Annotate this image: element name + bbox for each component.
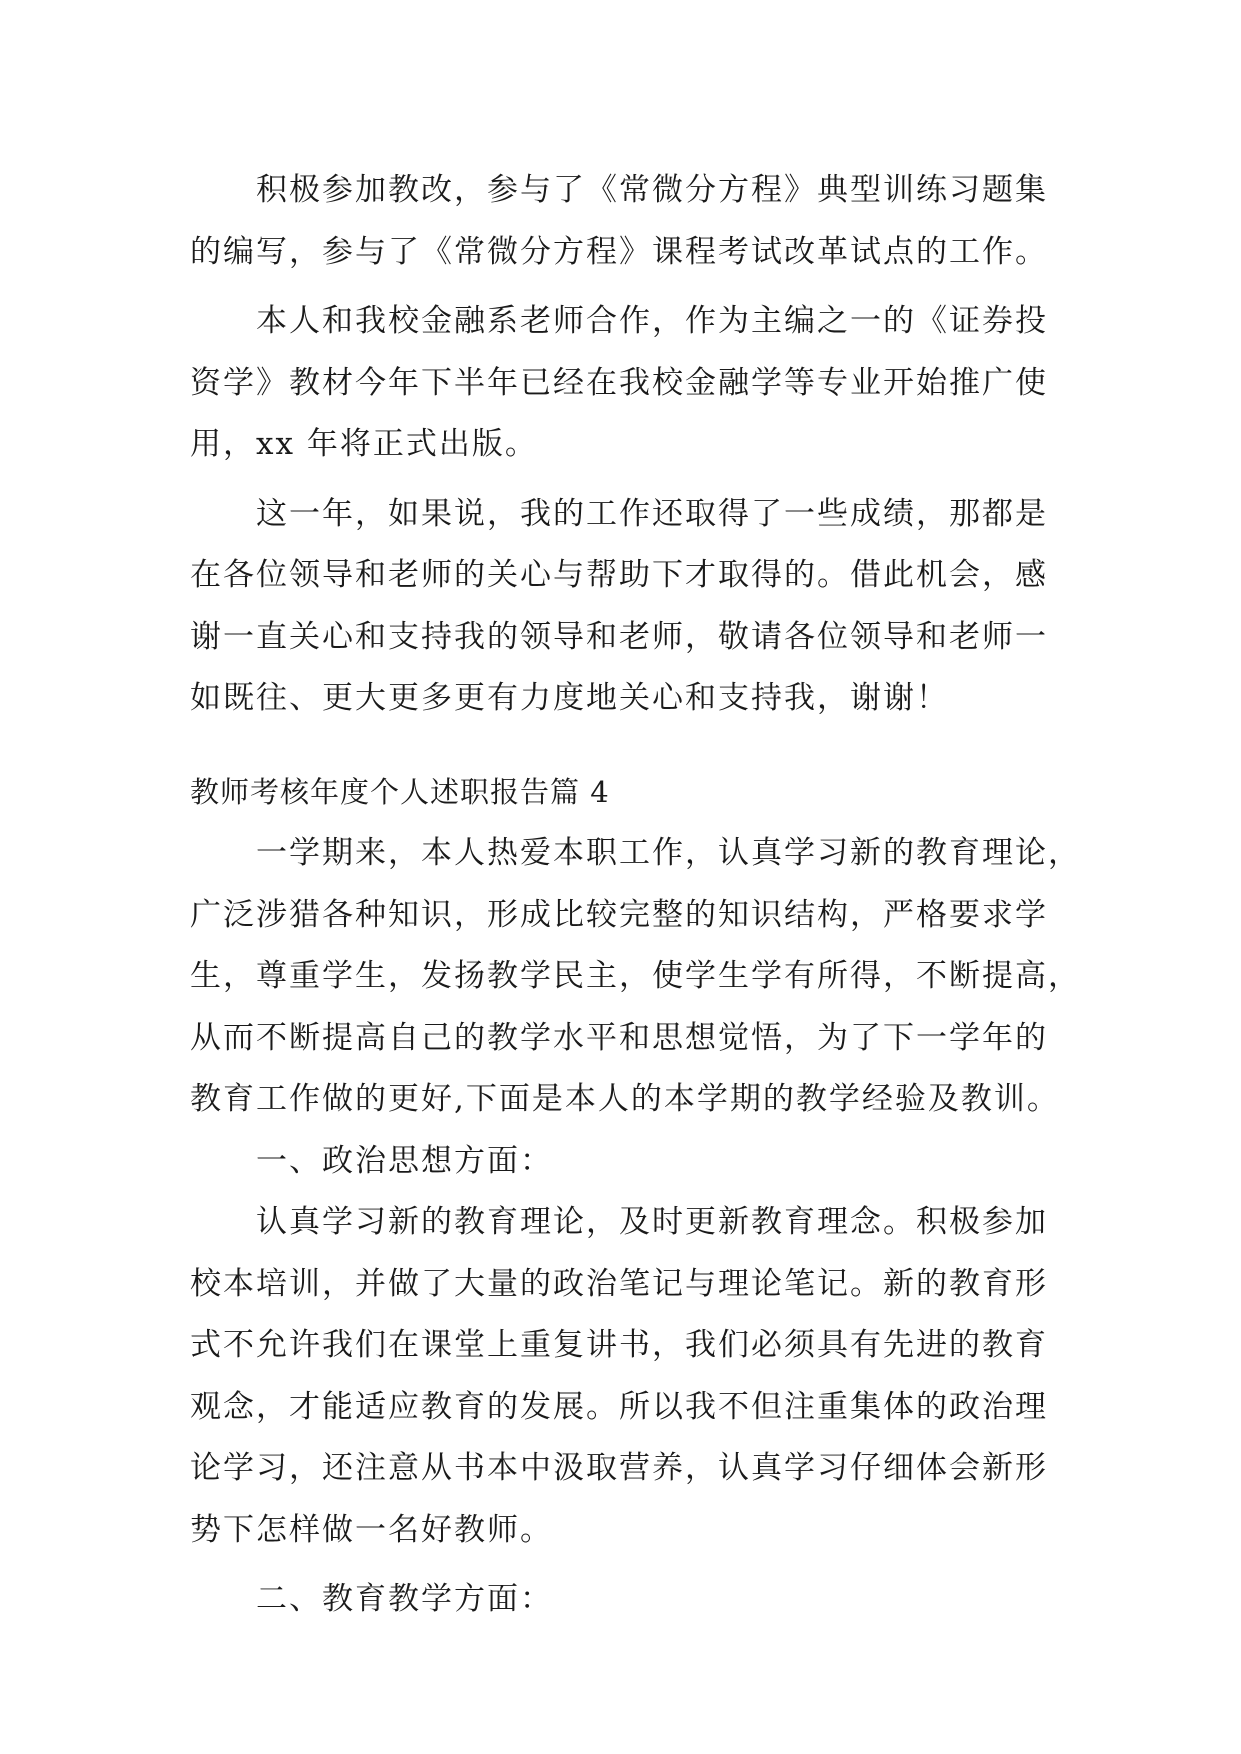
paragraph-intro	[190, 823, 1081, 1131]
subheading-teaching: 二、教育教学方面：	[256, 1581, 553, 1617]
text-line: 教育工作做的更好,下面是本人的本学期的教学经验及教训。	[190, 1081, 1060, 1117]
paragraph-textbook	[190, 291, 1070, 476]
section-title: 教师考核年度个人述职报告篇 4	[190, 774, 610, 809]
text-line: 资学》教材今年下半年已经在我校金融学等专业开始推广使	[190, 364, 1048, 401]
text-line: 在各位领导和老师的关心与帮助下才取得的。借此机会，感	[190, 557, 1048, 593]
text-line: 认真学习新的教育理论，及时更新教育理念。积极参加	[256, 1204, 1048, 1240]
text-line: 一学期来，本人热爱本职工作，认真学习新的教育理论，	[256, 835, 1081, 871]
text-line: 如既往、更大更多更有力度地关心和支持我，谢谢！	[190, 680, 949, 716]
document-body	[190, 160, 1081, 1631]
paragraph-thanks	[190, 484, 1070, 730]
text-line: 谢一直关心和支持我的领导和老师，敬请各位领导和老师一	[190, 618, 1048, 655]
text-line: 观念，才能适应教育的发展。所以我不但注重集体的政治理	[190, 1388, 1048, 1425]
text-line: 的编写，参与了《常微分方程》课程考试改革试点的工作。	[190, 233, 1048, 270]
text-line: 式不允许我们在课堂上重复讲书，我们必须具有先进的教育	[190, 1327, 1048, 1363]
text-line: 从而不断提高自己的教学水平和思想觉悟，为了下一学年的	[190, 1019, 1048, 1056]
text-line: 势下怎样做一名好教师。	[190, 1511, 553, 1548]
text-line: 生，尊重学生，发扬教学民主，使学生学有所得，不断提高，	[190, 958, 1081, 994]
subheading-politics: 一、政治思想方面：	[256, 1142, 553, 1179]
text-line: 广泛涉猎各种知识，形成比较完整的知识结构，严格要求学	[190, 896, 1048, 933]
text-line: 这一年，如果说，我的工作还取得了一些成绩，那都是	[256, 495, 1048, 532]
text-line: 本人和我校金融系老师合作，作为主编之一的《证券投	[256, 303, 1048, 339]
text-line: 积极参加教改，参与了《常微分方程》典型训练习题集	[256, 172, 1048, 208]
text-line: 用，xx 年将正式出版。	[190, 426, 538, 462]
text-line: 校本培训，并做了大量的政治笔记与理论笔记。新的教育形	[190, 1265, 1048, 1302]
paragraph-politics	[190, 1192, 1070, 1561]
paragraph-reform	[190, 160, 1070, 283]
text-line: 论学习，还注意从书本中汲取营养，认真学习仔细体会新形	[190, 1450, 1048, 1486]
